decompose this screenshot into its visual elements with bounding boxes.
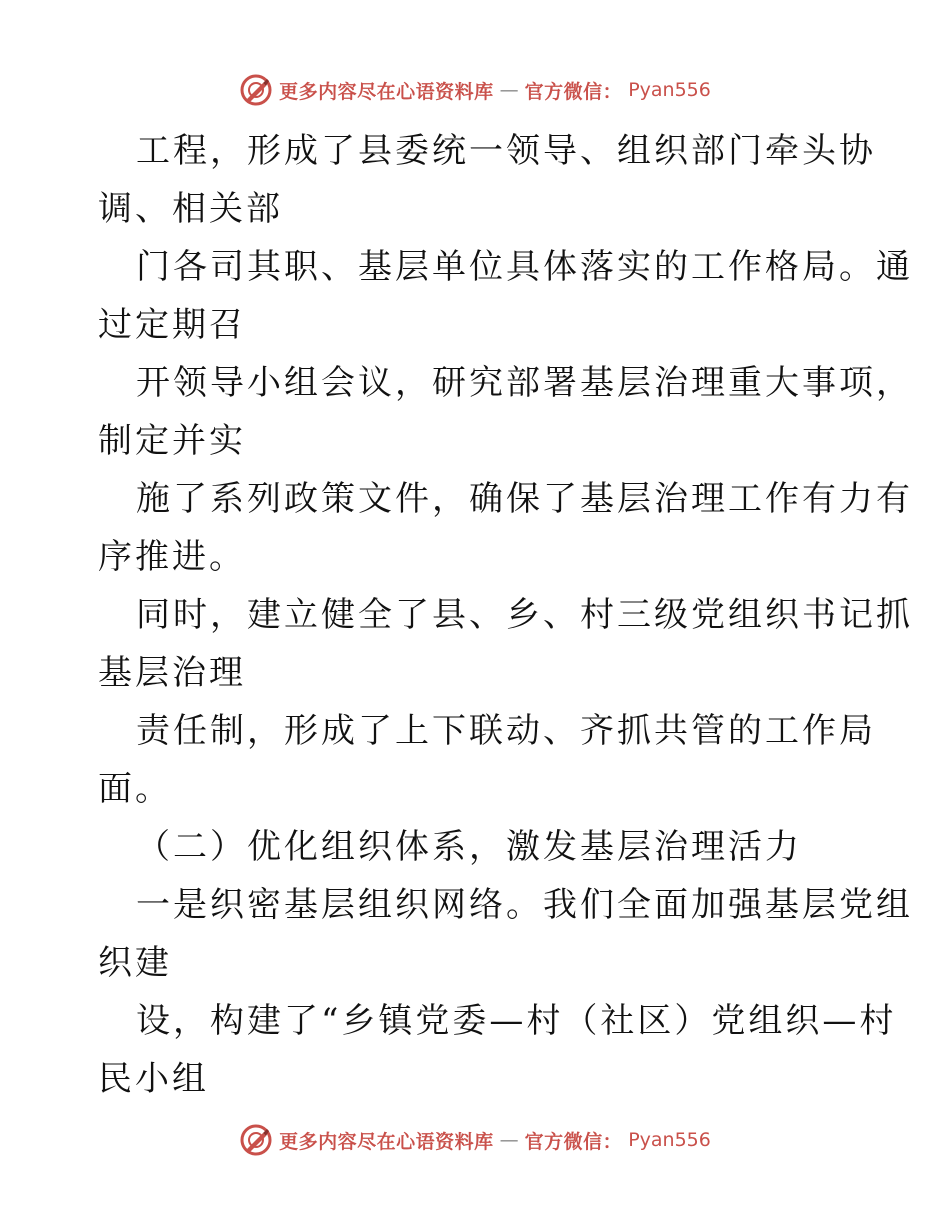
- text-line: 织建: [98, 943, 172, 983]
- watermark-separator: —: [499, 79, 519, 101]
- text-line: 民小组: [98, 1059, 209, 1099]
- text-line: 设，构建了“乡镇党委—村（社区）党组织—村: [136, 1001, 897, 1041]
- watermark-label: 官方微信：: [524, 1130, 623, 1153]
- text-line: 面。: [98, 769, 172, 809]
- watermark-text: 更多内容尽在心语资料库: [279, 80, 494, 103]
- document-body: [98, 122, 913, 1108]
- header-watermark: [0, 70, 950, 110]
- watermark-separator: —: [499, 1129, 519, 1151]
- logo-icon: [239, 73, 273, 107]
- section-heading: （二）优化组织体系，激发基层治理活力: [136, 827, 802, 867]
- text-line: 调、相关部: [98, 189, 283, 229]
- footer-watermark: [0, 1120, 950, 1160]
- text-line: 责任制，形成了上下联动、齐抓共管的工作局: [136, 711, 876, 751]
- watermark-id: Pyan556: [628, 79, 711, 101]
- text-line: 工程，形成了县委统一领导、组织部门牵头协: [136, 131, 876, 171]
- text-line: 开领导小组会议，研究部署基层治理重大事项，: [136, 363, 913, 403]
- text-line: 门各司其职、基层单位具体落实的工作格局。通: [136, 247, 913, 287]
- watermark-label: 官方微信：: [524, 80, 623, 103]
- text-line: 过定期召: [98, 305, 246, 345]
- watermark-id: Pyan556: [628, 1129, 711, 1151]
- text-line: 基层治理: [98, 653, 246, 693]
- text-line: 序推进。: [98, 537, 246, 577]
- text-line: 制定并实: [98, 421, 246, 461]
- text-line: 一是织密基层组织网络。我们全面加强基层党组: [136, 885, 913, 925]
- text-line: 同时，建立健全了县、乡、村三级党组织书记抓: [136, 595, 913, 635]
- logo-icon: [239, 1123, 273, 1157]
- text-line: 施了系列政策文件，确保了基层治理工作有力有: [136, 479, 913, 519]
- watermark-text: 更多内容尽在心语资料库: [279, 1130, 494, 1153]
